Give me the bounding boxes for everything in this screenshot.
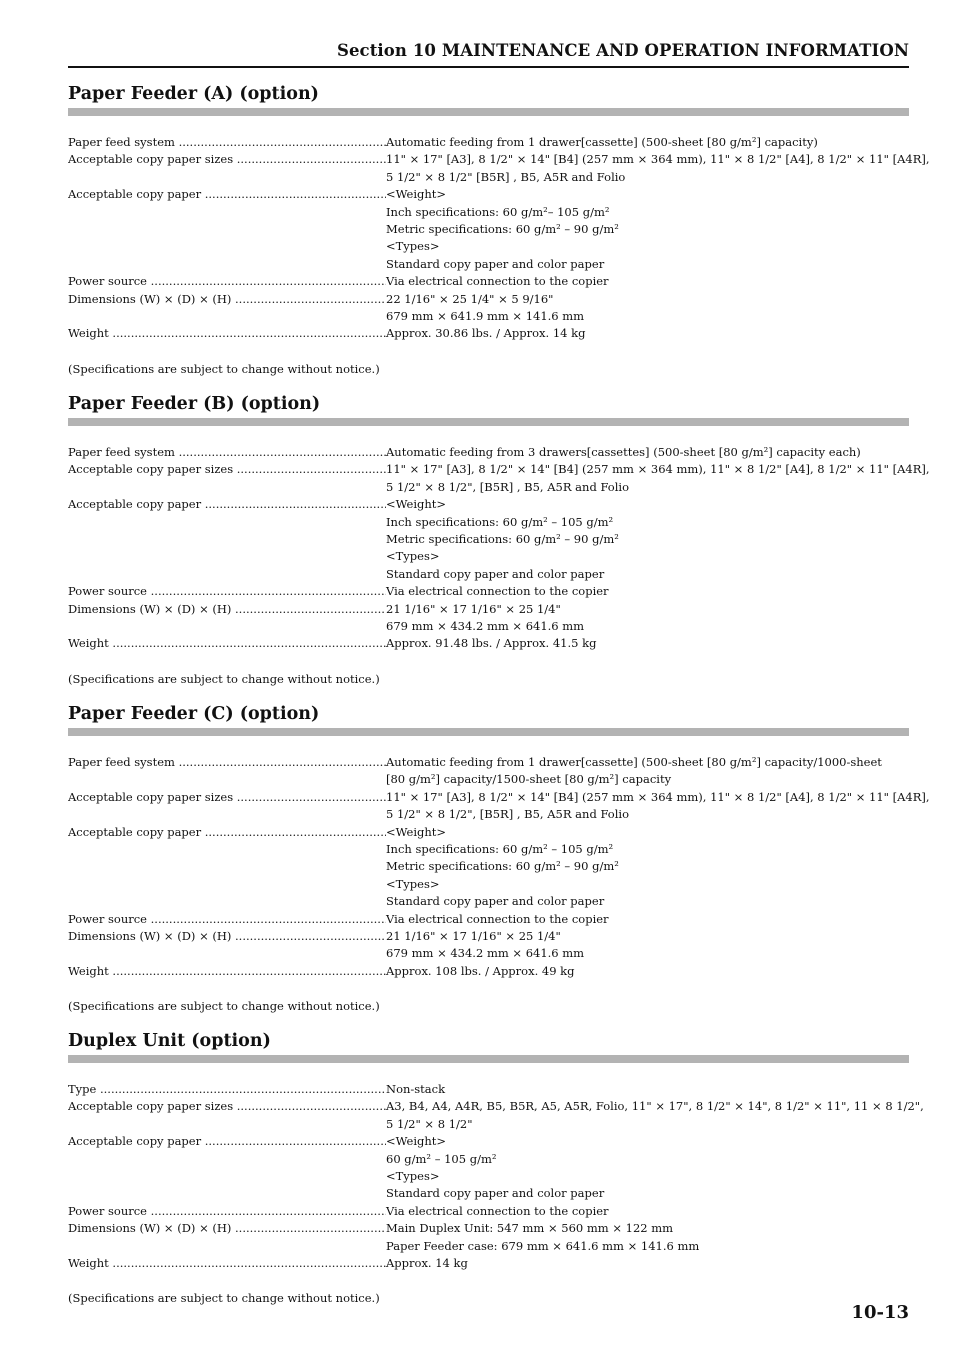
running-header: Section 10 MAINTENANCE AND OPERATION INFORMATION — [336, 41, 909, 60]
section-rule — [68, 108, 909, 116]
spec-row — [68, 461, 930, 496]
spec-list — [68, 444, 930, 653]
spec-value-line: Via electrical connection to the copier — [386, 911, 609, 926]
spec-label: Power source ..... — [68, 583, 386, 600]
spec-value-line: 679 mm × 434.2 mm × 641.6 mm — [386, 619, 585, 634]
spec-value-line: Approx. 91.48 lbs. / Approx. 41.5 kg — [386, 636, 597, 651]
spec-row — [68, 789, 930, 824]
spec-row — [68, 186, 909, 273]
spec-value-line: Via electrical connection to the copier — [386, 274, 609, 289]
spec-value-line: <Types> — [386, 549, 440, 564]
spec-row — [68, 273, 909, 290]
spec-label: Acceptable copy paper ..... — [68, 186, 386, 273]
spec-row — [68, 583, 909, 600]
spec-values — [386, 1081, 909, 1098]
spec-value-line: 5 1/2" × 8 1/2", [B5R] , B5, A5R and Folio — [386, 479, 630, 494]
spec-label: Acceptable copy paper sizes ..... — [68, 789, 386, 824]
section-title: Paper Feeder (B) (option) — [68, 394, 321, 414]
spec-values — [386, 789, 930, 824]
spec-values — [386, 1133, 909, 1203]
spec-value-line: Standard copy paper and color paper — [386, 894, 605, 909]
spec-row — [68, 1255, 909, 1272]
spec-row — [68, 963, 909, 980]
spec-value-line: 679 mm × 641.9 mm × 141.6 mm — [386, 309, 585, 324]
spec-label: Dimensions (W) × (D) × (H) ..... — [68, 928, 386, 963]
spec-row — [68, 1081, 909, 1098]
spec-row — [68, 151, 930, 186]
spec-value-line: Non-stack — [386, 1082, 446, 1096]
spec-label: Power source ..... — [68, 1203, 386, 1220]
spec-value-line: 21 1/16" × 17 1/16" × 25 1/4" — [386, 929, 561, 944]
spec-label: Dimensions (W) × (D) × (H) ..... — [68, 601, 386, 636]
spec-label: Acceptable copy paper sizes ..... — [68, 461, 386, 496]
spec-row — [68, 496, 909, 583]
spec-value-line: Automatic feeding from 3 drawers[cassettes] (500-sheet [80 g/m²] capacity each) — [386, 445, 861, 459]
spec-row — [68, 291, 909, 326]
spec-values — [386, 325, 909, 342]
section-title: Paper Feeder (C) (option) — [68, 704, 320, 724]
spec-label: Power source ..... — [68, 273, 386, 290]
spec-label: Type ..... — [68, 1081, 386, 1098]
spec-label: Weight ..... — [68, 635, 386, 652]
spec-section — [68, 392, 930, 688]
spec-values — [386, 1203, 909, 1220]
spec-row — [68, 928, 909, 963]
spec-values — [386, 291, 909, 326]
spec-note: (Specifications are subject to change without notice.) — [68, 671, 380, 686]
spec-label: Paper feed system ..... — [68, 444, 386, 461]
spec-value-line: 22 1/16" × 25 1/4" × 5 9/16" — [386, 291, 554, 306]
spec-row — [68, 1220, 909, 1255]
spec-value-line: <Weight> — [386, 497, 447, 512]
spec-value-line: 679 mm × 434.2 mm × 641.6 mm — [386, 946, 585, 961]
spec-list — [68, 134, 930, 343]
spec-value-line: Paper Feeder case: 679 mm × 641.6 mm × 141.6 mm — [386, 1238, 700, 1253]
spec-label: Weight ..... — [68, 1255, 386, 1272]
spec-note: (Specifications are subject to change without notice.) — [68, 999, 380, 1014]
spec-row — [68, 911, 909, 928]
spec-section — [68, 82, 930, 378]
spec-section — [68, 1029, 924, 1307]
spec-values — [386, 1220, 909, 1255]
spec-row — [68, 754, 909, 789]
spec-value-line: <Weight> — [386, 824, 447, 839]
spec-values — [386, 461, 930, 496]
spec-label: Paper feed system ..... — [68, 754, 386, 789]
spec-value-line: 60 g/m² – 105 g/m² — [386, 1151, 497, 1166]
spec-value-line: 11" × 17" [A3], 8 1/2" × 14" [B4] (257 mm × 364 mm), 11" × 8 1/2" [A4], 8 1/2" × 11" [A4R], — [386, 789, 930, 804]
spec-value-line: [80 g/m²] capacity/1500-sheet [80 g/m²] capacity — [386, 772, 672, 787]
spec-value-line: 5 1/2" × 8 1/2", [B5R] , B5, A5R and Folio — [386, 807, 630, 822]
spec-value-line: Inch specifications: 60 g/m² – 105 g/m² — [386, 514, 614, 529]
spec-values — [386, 601, 909, 636]
spec-value-line: Inch specifications: 60 g/m²– 105 g/m² — [386, 204, 610, 219]
spec-values — [386, 151, 930, 186]
spec-label: Acceptable copy paper sizes ..... — [68, 1098, 386, 1133]
spec-value-line: 5 1/2" × 8 1/2" — [386, 1116, 473, 1131]
spec-value-line: Via electrical connection to the copier — [386, 584, 609, 599]
spec-value-line: Metric specifications: 60 g/m² – 90 g/m² — [386, 222, 619, 237]
spec-value-line: <Types> — [386, 876, 440, 891]
spec-value-line: <Types> — [386, 1169, 440, 1184]
spec-list — [68, 1081, 924, 1272]
spec-value-line: Inch specifications: 60 g/m² – 105 g/m² — [386, 842, 614, 857]
spec-values — [386, 963, 909, 980]
spec-row — [68, 1133, 909, 1203]
spec-label: Weight ..... — [68, 325, 386, 342]
section-title: Paper Feeder (A) (option) — [68, 84, 319, 104]
spec-values — [386, 186, 909, 273]
spec-values — [386, 824, 909, 911]
spec-label: Acceptable copy paper ..... — [68, 824, 386, 911]
spec-section — [68, 702, 930, 1015]
spec-row — [68, 635, 909, 652]
spec-value-line: Main Duplex Unit: 547 mm × 560 mm × 122 mm — [386, 1221, 674, 1236]
spec-value-line: <Weight> — [386, 187, 447, 202]
spec-values — [386, 1098, 924, 1133]
spec-label: Power source ..... — [68, 911, 386, 928]
spec-values — [386, 635, 909, 652]
spec-values — [386, 754, 909, 789]
spec-value-line: <Types> — [386, 239, 440, 254]
spec-values — [386, 1255, 909, 1272]
spec-row — [68, 1203, 909, 1220]
spec-label: Acceptable copy paper sizes ..... — [68, 151, 386, 186]
spec-note: (Specifications are subject to change without notice.) — [68, 1291, 380, 1306]
spec-row — [68, 444, 909, 461]
spec-value-line: Via electrical connection to the copier — [386, 1203, 609, 1218]
header-rule — [68, 66, 909, 68]
spec-values — [386, 928, 909, 963]
spec-value-line: Automatic feeding from 1 drawer[cassette] (500-sheet [80 g/m²] capacity) — [386, 135, 818, 149]
spec-value-line: Approx. 14 kg — [386, 1256, 468, 1271]
spec-value-line: 11" × 17" [A3], 8 1/2" × 14" [B4] (257 mm × 364 mm), 11" × 8 1/2" [A4], 8 1/2" × 11" [A4R], — [386, 152, 930, 167]
spec-label: Dimensions (W) × (D) × (H) ..... — [68, 291, 386, 326]
spec-note: (Specifications are subject to change without notice.) — [68, 361, 380, 376]
spec-row — [68, 1098, 924, 1133]
spec-value-line: Approx. 30.86 lbs. / Approx. 14 kg — [386, 326, 586, 341]
spec-value-line: Standard copy paper and color paper — [386, 256, 605, 271]
spec-label: Acceptable copy paper ..... — [68, 1133, 386, 1203]
section-rule — [68, 1055, 909, 1063]
spec-row — [68, 601, 909, 636]
spec-value-line: Metric specifications: 60 g/m² – 90 g/m² — [386, 532, 619, 547]
spec-values — [386, 134, 909, 151]
spec-value-line: <Weight> — [386, 1134, 447, 1149]
section-title: Duplex Unit (option) — [68, 1031, 271, 1051]
spec-values — [386, 583, 909, 600]
spec-value-line: Standard copy paper and color paper — [386, 1186, 605, 1201]
spec-value-line: Approx. 108 lbs. / Approx. 49 kg — [386, 963, 575, 978]
spec-value-line: 5 1/2" × 8 1/2" [B5R] , B5, A5R and Folio — [386, 169, 626, 184]
spec-values — [386, 273, 909, 290]
spec-value-line: Metric specifications: 60 g/m² – 90 g/m² — [386, 859, 619, 874]
spec-value-line: 11" × 17" [A3], 8 1/2" × 14" [B4] (257 mm × 364 mm), 11" × 8 1/2" [A4], 8 1/2" × 11" [A4R], — [386, 462, 930, 477]
spec-value-line: Automatic feeding from 1 drawer[cassette] (500-sheet [80 g/m²] capacity/1000-sheet — [386, 755, 882, 769]
spec-values — [386, 444, 909, 461]
section-rule — [68, 418, 909, 426]
spec-value-line: Standard copy paper and color paper — [386, 566, 605, 581]
spec-row — [68, 325, 909, 342]
spec-values — [386, 911, 909, 928]
section-rule — [68, 728, 909, 736]
spec-label: Dimensions (W) × (D) × (H) ..... — [68, 1220, 386, 1255]
spec-value-line: 21 1/16" × 17 1/16" × 25 1/4" — [386, 601, 561, 616]
spec-values — [386, 496, 909, 583]
spec-row — [68, 134, 909, 151]
spec-label: Weight ..... — [68, 963, 386, 980]
page-number: 10-13 — [851, 1302, 909, 1323]
spec-row — [68, 824, 909, 911]
spec-value-line: A3, B4, A4, A4R, B5, B5R, A5, A5R, Folio, 11" × 17", 8 1/2" × 14", 8 1/2" × 11", 11 × 8 1/2", — [386, 1099, 924, 1114]
spec-list — [68, 754, 930, 980]
spec-label: Acceptable copy paper ..... — [68, 496, 386, 583]
spec-label: Paper feed system ..... — [68, 134, 386, 151]
